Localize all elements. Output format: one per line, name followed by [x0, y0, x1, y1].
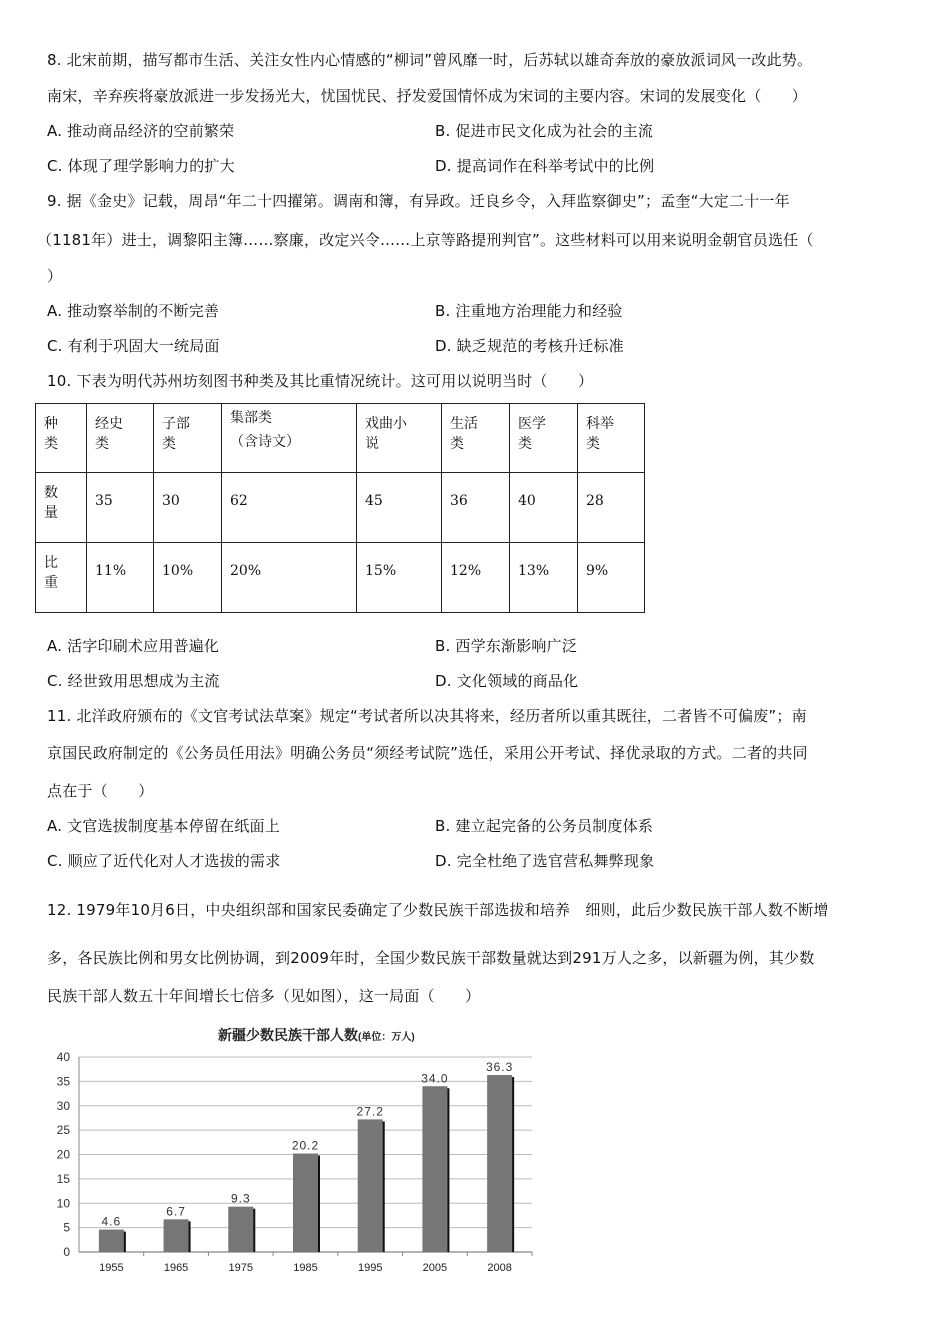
bar — [228, 1207, 253, 1252]
table-cell: 35 — [87, 473, 154, 543]
bar-value-label: 9.3 — [230, 1191, 251, 1206]
table-header-cell: 科举类 — [578, 404, 645, 473]
bar — [99, 1230, 124, 1252]
q8-option-b: B. 促进市民文化成为社会的主流 — [435, 122, 654, 140]
y-tick-label: 5 — [63, 1220, 70, 1235]
bar — [358, 1119, 383, 1252]
y-tick-label: 0 — [63, 1245, 70, 1259]
table-cell: 30 — [154, 473, 222, 543]
table-cell: 20% — [222, 543, 357, 613]
table-cell: 28 — [578, 473, 645, 543]
book-category-table — [35, 403, 645, 613]
q11-stem-line-1: 11. 北洋政府颁布的《文官考试法草案》规定“考试者所以决其将来，经历者所以重其既往，二者皆不可偏废”；南 — [47, 707, 807, 725]
q12-stem-line-3: 民族干部人数五十年间增长七倍多（见如图），这一局面（ ） — [47, 987, 481, 1005]
chart-title: 新疆少数民族干部人数 — [218, 1027, 358, 1043]
q11-option-a: A. 文官选拔制度基本停留在纸面上 — [47, 817, 280, 835]
x-tick-label: 1985 — [293, 1262, 318, 1274]
x-tick-label: 1965 — [163, 1262, 189, 1274]
x-tick-label: 1995 — [357, 1262, 383, 1274]
q11-option-b: B. 建立起完备的公务员制度体系 — [435, 817, 654, 835]
table-cell: 10% — [154, 543, 222, 613]
q11-stem-line-3: 点在于（ ） — [47, 782, 154, 800]
bar-value-label: 36.3 — [485, 1060, 514, 1075]
x-tick-label: 1975 — [228, 1262, 254, 1274]
table-cell: 15% — [357, 543, 442, 613]
table-cell: 45 — [357, 473, 442, 543]
table-cell: 36 — [442, 473, 510, 543]
bar-value-label: 27.2 — [356, 1104, 384, 1119]
q10-stem-line-1: 10. 下表为明代苏州坊刻图书种类及其比重情况统计。这可用以说明当时（ ） — [47, 372, 594, 390]
y-tick-label: 40 — [56, 1050, 70, 1064]
q8-stem-line-1: 8. 北宋前期，描写都市生活、关注女性内心情感的“柳词”曾风靡一时，后苏轼以雄奇奔放的豪放派词风一改此势。 — [47, 51, 813, 69]
y-tick-label: 35 — [56, 1074, 70, 1089]
table-row-share — [36, 543, 645, 613]
bar-value-label: 34.0 — [421, 1071, 449, 1086]
q12-stem-line-1: 12. 1979年10月6日，中央组织部和国家民委确定了少数民族干部选拔和培养 细则，此后少数民族干部人数不断增 — [47, 901, 829, 919]
y-tick-label: 20 — [56, 1147, 70, 1162]
table-header-cell: 生活类 — [442, 404, 510, 473]
table-header-cell: 医学类 — [510, 404, 578, 473]
table-header-row — [36, 404, 645, 473]
q9-option-a: A. 推动察举制的不断完善 — [47, 302, 220, 320]
y-tick-label: 25 — [56, 1123, 70, 1138]
chart-unit-note: (单位：万人) — [358, 1032, 415, 1043]
x-tick-label: 2005 — [422, 1262, 448, 1274]
q9-stem-line-3: ） — [47, 267, 63, 285]
table-row-label: 比重 — [36, 543, 87, 613]
q8-stem-line-2: 南宋，辛弃疾将豪放派进一步发扬光大，忧国忧民、抒发爱国情怀成为宋词的主要内容。宋词的发展变化（ ） — [47, 87, 808, 105]
bar — [422, 1086, 447, 1252]
table-header-cell: 集部类 （含诗文） — [222, 404, 357, 473]
table-cell: 13% — [510, 543, 578, 613]
q9-stem-line-1: 9. 据《金史》记载，周昂“年二十四擢第。调南和簿，有异政。迁良乡令，入拜监察御史”；孟奎“大定二十一年 — [47, 192, 790, 210]
table-header-cell: 经史类 — [87, 404, 154, 473]
bar — [487, 1075, 512, 1252]
x-tick-label: 1955 — [99, 1262, 124, 1274]
q10-option-a: A. 活字印刷术应用普遍化 — [47, 637, 220, 655]
table-row-count — [36, 473, 645, 543]
table-cell: 9% — [578, 543, 645, 613]
table-cell: 40 — [510, 473, 578, 543]
bar — [293, 1154, 318, 1252]
table-cell: 62 — [222, 473, 357, 543]
table-cell: 11% — [87, 543, 154, 613]
q11-stem-line-2: 京国民政府制定的《公务员任用法》明确公务员“须经考试院”选任，采用公开考试、择优录取的方式。二者的共同 — [47, 744, 808, 762]
q12-stem-line-2: 多，各民族比例和男女比例协调，到2009年时，全国少数民族干部数量就达到291万人之多，以新疆为例，其少数 — [47, 949, 815, 967]
q11-option-c: C. 顺应了近代化对人才选拔的需求 — [47, 852, 281, 870]
bar — [164, 1219, 189, 1252]
q10-option-b: B. 西学东渐影响广泛 — [435, 637, 578, 655]
q10-option-d: D. 文化领域的商品化 — [435, 672, 579, 690]
q8-option-d: D. 提高词作在科举考试中的比例 — [435, 157, 655, 175]
cadre-bar-chart — [40, 1015, 540, 1285]
y-tick-label: 30 — [56, 1098, 70, 1113]
q8-option-c: C. 体现了理学影响力的扩大 — [47, 157, 235, 175]
q8-option-a: A. 推动商品经济的空前繁荣 — [47, 122, 235, 140]
q9-option-c: C. 有利于巩固大一统局面 — [47, 337, 220, 355]
table-row-label: 数量 — [36, 473, 87, 543]
table-cell: 12% — [442, 543, 510, 613]
bar-value-label: 6.7 — [166, 1204, 186, 1219]
table-header-note: （含诗文） — [230, 434, 300, 450]
y-tick-label: 15 — [56, 1171, 70, 1186]
table-header-cell: 种类 — [36, 404, 87, 473]
q9-option-d: D. 缺乏规范的考核升迁标准 — [435, 337, 624, 355]
x-tick-label: 2008 — [487, 1262, 512, 1274]
q10-option-c: C. 经世致用思想成为主流 — [47, 672, 220, 690]
q11-option-d: D. 完全杜绝了选官营私舞弊现象 — [435, 852, 655, 870]
y-tick-label: 10 — [56, 1196, 70, 1211]
bar-value-label: 20.2 — [291, 1138, 320, 1153]
table-header-cell: 子部类 — [154, 404, 222, 473]
table-header-cell: 戏曲小说 — [357, 404, 442, 473]
q9-stem-line-2: （1181年）进士，调黎阳主簿……察廉，改定兴令……上京等路提刑判官”。这些材料可以用来说明金朝官员选任（ — [37, 231, 814, 249]
q9-option-b: B. 注重地方治理能力和经验 — [435, 302, 623, 320]
bar-value-label: 4.6 — [101, 1214, 122, 1229]
